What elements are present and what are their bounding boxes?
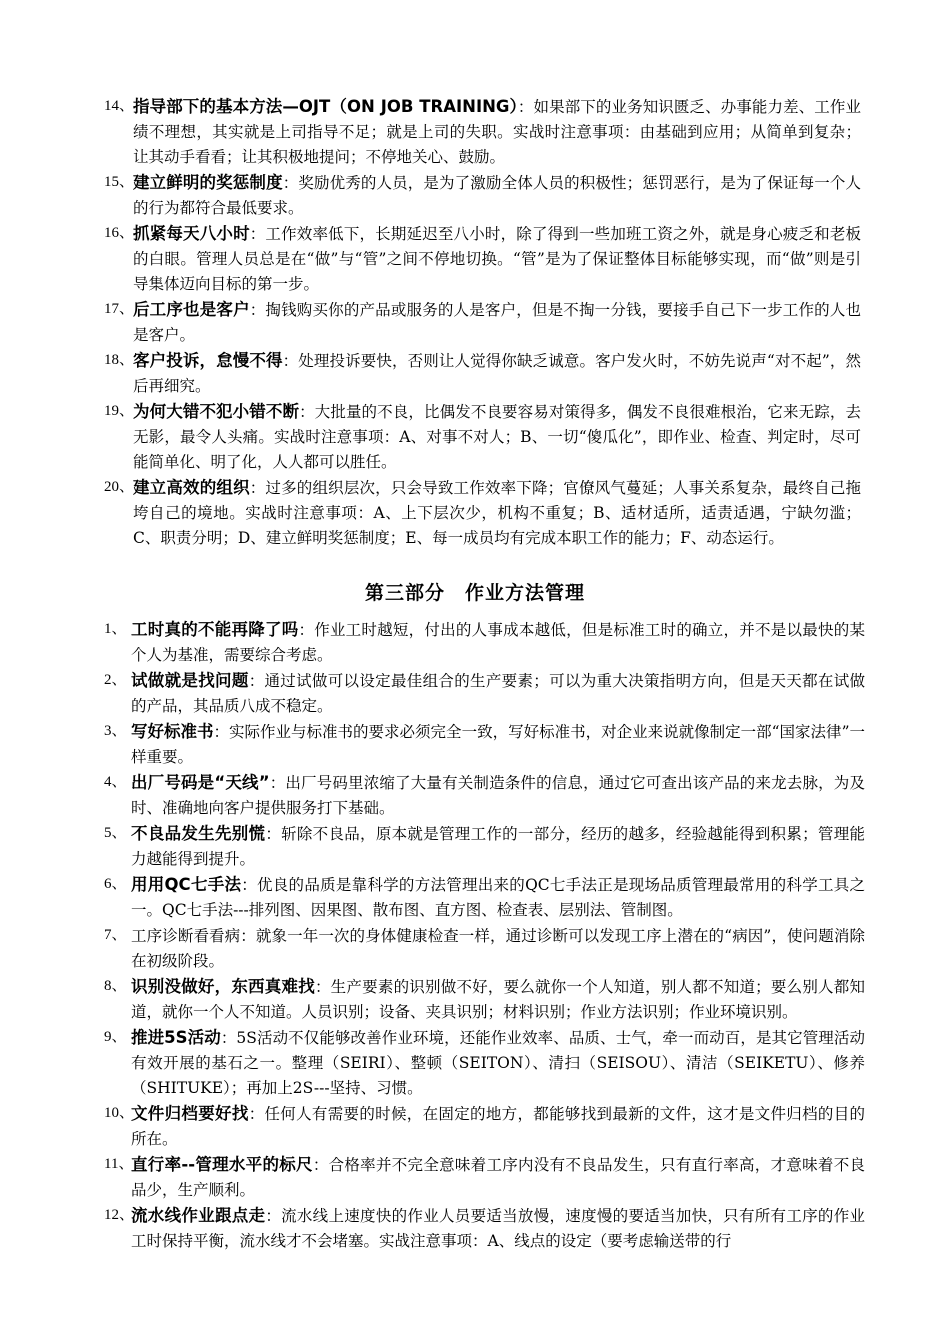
list-item [0,1101,950,1152]
item-number: 7、 [104,927,127,943]
item-heading: 直行率--管理水平的标尺 [131,1155,313,1174]
list-item [0,399,950,475]
item-heading: 指导部下的基本方法—OJT（ON JOB TRAINING） [133,97,518,116]
list-item [0,475,950,551]
item-heading: 工时真的不能再降了吗 [131,620,299,639]
item-body: ：任何人有需要的时候，在固定的地方，都能够找到最新的文件，这才是文件归档的目的所在。 [131,1105,865,1148]
item-heading: 识别没做好，东西真难找 [131,977,315,996]
item-body: ：如果部下的业务知识匮乏、办事能力差、工作业绩不理想，其实就是上司指导不足；就是上司的失职。实战时注意事项：由基础到应用；从简单到复杂；让其动手看看；让其积极地提问；不停地关心、鼓励。 [133,98,861,166]
item-heading: 建立高效的组织 [133,478,250,497]
item-number: 16、 [104,225,135,241]
list-item [0,94,950,170]
item-body: 工序诊断看看病：就象一年一次的身体健康检查一样，通过诊断可以发现工序上潜在的“病因”，使问题消除在初级阶段。 [131,927,865,970]
item-heading: 为何大错不犯小错不断 [133,402,300,421]
item-number: 10、 [104,1105,135,1121]
item-heading: 客户投诉，怠慢不得 [133,351,283,370]
list-item [0,297,950,348]
list-item [0,170,950,221]
item-body: ：大批量的不良，比偶发不良要容易对策得多，偶发不良很难根治，它来无踪，去无影，最令人头痛。实战时注意事项：A、对事不对人；B、一切“傻瓜化”，即作业、检查、判定时，尽可能简单化、明了化，人人都可以胜任。 [133,403,861,471]
item-body: ：实际作业与标准书的要求必须完全一致，写好标准书，对企业来说就像制定一部“国家法律”一样重要。 [131,723,865,766]
list-item [0,668,950,719]
item-heading: 推进5S活动 [131,1028,221,1047]
section-title: 第三部分 作业方法管理 [364,582,585,604]
item-body: ：5S活动不仅能够改善作业环境，还能作业效率、品质、士气，牵一而动百，是其它管理活动有效开展的基石之一。整理（SEIRI）、整顿（SEITON）、清扫（SEISOU）、清洁（SEIKETU）、修养（SHITUKE）；再加上2S---坚持、习惯。 [131,1029,865,1097]
item-heading: 试做就是找问题 [131,671,249,690]
item-heading: 不良品发生先别慌 [131,824,266,843]
item-heading: 用用QC七手法 [131,875,242,894]
item-number: 18、 [104,352,135,368]
part-three-list [0,617,950,1254]
item-heading: 写好标准书 [131,722,214,741]
item-heading: 后工序也是客户 [133,300,250,319]
item-heading: 文件归档要好找 [131,1104,249,1123]
item-number: 15、 [104,174,135,190]
list-item [0,1203,950,1254]
item-body: ：工作效率低下，长期延迟至八小时，除了得到一些加班工资之外，就是身心疲乏和老板的白眼。管理人员总是在“做”与“管”之间不停地切换。“管”是为了保证整体目标能够实现，而“做”则是引导集体迈向目标的第一步。 [133,225,861,293]
item-body: ：掏钱购买你的产品或服务的人是客户，但是不掏一分钱，要接手自己下一步工作的人也是客户。 [133,301,861,344]
item-body: ：流水线上速度快的作业人员要适当放慢，速度慢的要适当加快，只有所有工序的作业工时保持平衡，流水线才不会堵塞。实战注意事项：A、线点的设定（要考虑输送带的行 [131,1207,865,1250]
item-number: 20、 [104,479,135,495]
item-number: 8、 [104,978,127,994]
list-item [0,770,950,821]
list-item [0,221,950,297]
item-body: ：过多的组织层次，只会导致工作效率下降；官僚风气蔓延；人事关系复杂，最终自己拖垮自己的境地。实战时注意事项：A、上下层次少，机构不重复；B、适材适所，适责适遇，宁缺勿滥；C、职责分明；D、建立鲜明奖惩制度；E、每一成员均有完成本职工作的能力；F、动态运行。 [133,479,861,547]
item-body: ：通过试做可以设定最佳组合的生产要素；可以为重大决策指明方向，但是天天都在试做的产品，其品质八成不稳定。 [131,672,865,715]
item-body: ：处理投诉要快，否则让人觉得你缺乏诚意。客户发火时，不妨先说声“对不起”，然后再细究。 [133,352,861,395]
item-heading: 出厂号码是“天线” [131,773,270,792]
part-two-list [0,94,950,551]
list-item [0,719,950,770]
item-number: 6、 [104,876,127,892]
item-body: ：斩除不良品，原本就是管理工作的一部分，经历的越多，经验越能得到积累；管理能力越能得到提升。 [131,825,865,868]
list-item [0,1025,950,1101]
item-number: 1、 [104,621,127,637]
item-heading: 建立鲜明的奖惩制度 [133,173,283,192]
item-body: ：优良的品质是靠科学的方法管理出来的QC七手法正是现场品质管理最常用的科学工具之一。QC七手法---排列图、因果图、散布图、直方图、检查表、层别法、管制图。 [131,876,865,919]
list-item [0,923,950,974]
list-item [0,348,950,399]
item-number: 12、 [104,1207,135,1223]
item-body: ：作业工时越短，付出的人事成本越低，但是标准工时的确立，并不是以最快的某个人为基准，需要综合考虑。 [131,621,865,664]
item-heading: 流水线作业跟点走 [131,1206,266,1225]
item-number: 2、 [104,672,127,688]
list-item [0,821,950,872]
item-body: ：合格率并不完全意味着工序内没有不良品发生，只有直行率高，才意味着不良品少，生产顺利。 [131,1156,865,1199]
list-item [0,974,950,1025]
list-item [0,872,950,923]
item-number: 17、 [104,301,135,317]
item-number: 9、 [104,1029,127,1045]
item-body: ：出厂号码里浓缩了大量有关制造条件的信息，通过它可查出该产品的来龙去脉，为及时、准确地向客户提供服务打下基础。 [131,774,865,817]
item-number: 14、 [104,98,135,114]
item-number: 11、 [104,1156,134,1172]
list-item [0,1152,950,1203]
item-number: 19、 [104,403,135,419]
item-body: ：生产要素的识别做不好，要么就你一个人知道，别人都不知道；要么别人都知道，就你一个人不知道。人员识别；设备、夹具识别；材料识别；作业方法识别；作业环境识别。 [131,978,865,1021]
item-body: ：奖励优秀的人员，是为了激励全体人员的积极性；惩罚恶行，是为了保证每一个人的行为都符合最低要求。 [133,174,861,217]
item-heading: 抓紧每天八小时 [133,224,250,243]
list-item [0,617,950,668]
item-number: 4、 [104,774,127,790]
item-number: 3、 [104,723,127,739]
item-number: 5、 [104,825,127,841]
